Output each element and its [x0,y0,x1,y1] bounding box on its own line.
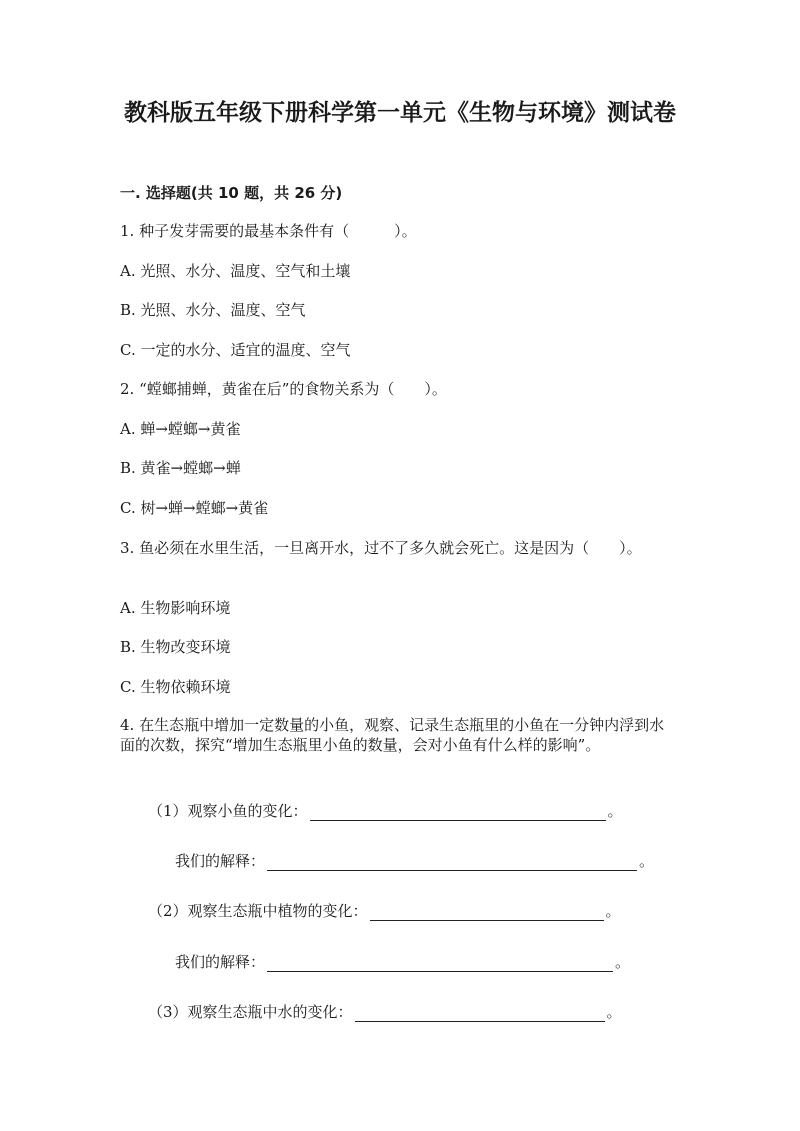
question-1-option-c: C. 一定的水分、适宜的温度、空气 [120,341,351,359]
part-1-explain-label: 我们的解释： [175,852,266,870]
question-1-option-b: B. 光照、水分、温度、空气 [120,301,306,319]
question-1-stem: 1. 种子发芽需要的最基本条件有（ ）。 [120,222,417,240]
part-3-answer-blank[interactable] [355,1005,605,1022]
question-4-part-3 [148,1001,622,1022]
question-3-option-b: B. 生物改变环境 [120,638,231,656]
question-2-option-a: A. 蝉→螳螂→黄雀 [120,420,241,438]
part-1-explain-blank[interactable] [267,854,637,871]
part-2-answer-blank[interactable] [370,904,604,921]
section-heading: 一. 选择题(共 10 题，共 26 分) [120,184,343,202]
part-1-label: （1）观察小鱼的变化： [148,802,308,820]
question-4-part-2-explain [175,951,630,972]
question-3-stem: 3. 鱼必须在水里生活，一旦离开水，过不了多久就会死亡。这是因为（ ）。 [120,539,642,557]
question-2-option-c: C. 树→蝉→螳螂→黄雀 [120,499,269,517]
question-4-stem: 4. 在生态瓶中增加一定数量的小鱼，观察、记录生态瓶里的小鱼在一分钟内浮到水面的次数，探究“增加生态瓶里小鱼的数量，会对小鱼有什么样的影响”。 [120,716,665,754]
question-2-stem: 2. “螳螂捕蝉，黄雀在后”的食物关系为（ ）。 [120,380,447,398]
part-1-answer-blank[interactable] [310,804,606,821]
question-4-part-2 [148,900,621,921]
part-1-end-mark: 。 [607,802,623,820]
part-2-explain-blank[interactable] [267,955,613,972]
question-3-option-a: A. 生物影响环境 [120,599,231,617]
part-2-explain-end-mark: 。 [615,953,631,971]
question-4-part-1-explain [175,850,654,871]
part-3-end-mark: 。 [606,1003,622,1021]
part-3-label: （3）观察生态瓶中水的变化： [148,1003,353,1021]
page-title: 教科版五年级下册科学第一单元《生物与环境》测试卷 [124,100,676,126]
question-1-option-a: A. 光照、水分、温度、空气和土壤 [120,262,351,280]
question-2-option-b: B. 黄雀→螳螂→蝉 [120,459,241,477]
question-3-option-c: C. 生物依赖环境 [120,678,231,696]
part-2-end-mark: 。 [605,902,621,920]
part-2-label: （2）观察生态瓶中植物的变化： [148,902,368,920]
part-1-explain-end-mark: 。 [639,852,655,870]
part-2-explain-label: 我们的解释： [175,953,266,971]
question-4-part-1 [148,800,623,821]
